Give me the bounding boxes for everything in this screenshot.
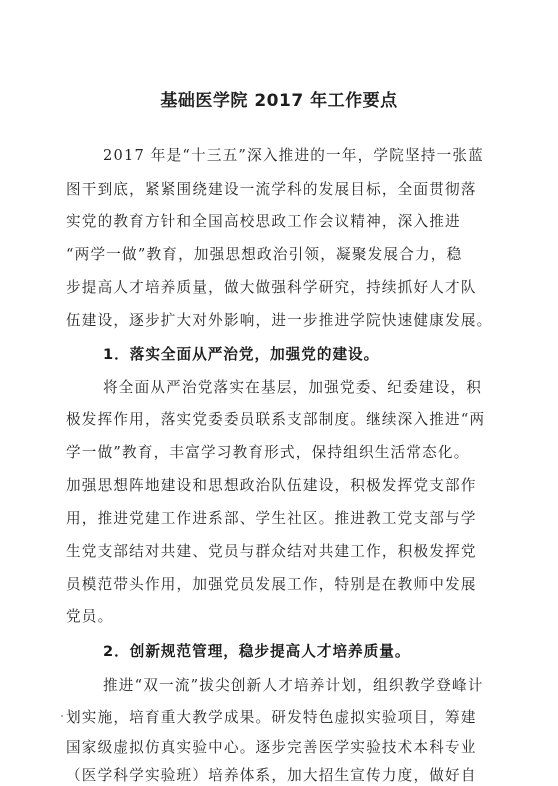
paragraph-line: 实党的教育方针和全国高校思政工作会议精神，深入推进 — [66, 213, 461, 230]
paragraph-line: 推进“双一流”拔尖创新人才培养计划，组织教学登峰计 — [103, 677, 484, 694]
paragraph-line: 加强思想阵地建设和思想政治队伍建设，积极发挥党支部作 — [66, 477, 477, 494]
paragraph-line: 划实施，培育重大教学成果。研发特色虚拟实验项目，筹建 — [66, 709, 477, 726]
scan-speck — [61, 715, 63, 717]
paragraph-line: 生党支部结对共建、党员与群众结对共建工作，积极发挥党 — [66, 543, 477, 560]
section-heading: 2．创新规范管理，稳步提高人才培养质量。 — [103, 643, 411, 660]
paragraph-line: 用，推进党建工作进系部、学生社区。推进教工党支部与学 — [66, 510, 477, 527]
paragraph-line: 图干到底，紧紧围绕建设一流学科的发展目标，全面贯彻落 — [66, 181, 477, 198]
paragraph-line: 将全面从严治党落实在基层，加强党委、纪委建设，积 — [103, 379, 483, 396]
paragraph-line: 国家级虚拟仿真实验中心。逐步完善医学实验技术本科专业 — [66, 739, 477, 756]
paragraph-line: （医学科学实验班）培养体系，加大招生宣传力度，做好自 — [66, 767, 477, 784]
paragraph-line: 步提高人才培养质量，做大做强科学研究，持续抓好人才队 — [66, 279, 477, 296]
paragraph-line: 党员。 — [66, 608, 114, 625]
paragraph-line: 极发挥作用，落实党委委员联系支部制度。继续深入推进“两 — [66, 411, 486, 428]
paragraph-line: 伍建设，逐步扩大对外影响，进一步推进学院快速健康发展。 — [66, 312, 493, 329]
paragraph-line: 学一做”教育，丰富学习教育形式，保持组织生活常态化。 — [66, 444, 470, 461]
document-title: 基础医学院 2017 年工作要点 — [160, 91, 398, 111]
paragraph-line: “两学一做”教育，加强思想政治引领，凝聚发展合力，稳 — [66, 246, 463, 263]
paragraph-line: 2017 年是“十三五”深入推进的一年，学院坚持一张蓝 — [103, 147, 484, 164]
paragraph-line: 员模范带头作用，加强党员发展工作，特别是在教师中发展 — [66, 576, 477, 593]
section-heading: 1．落实全面从严治党，加强党的建设。 — [103, 346, 380, 363]
